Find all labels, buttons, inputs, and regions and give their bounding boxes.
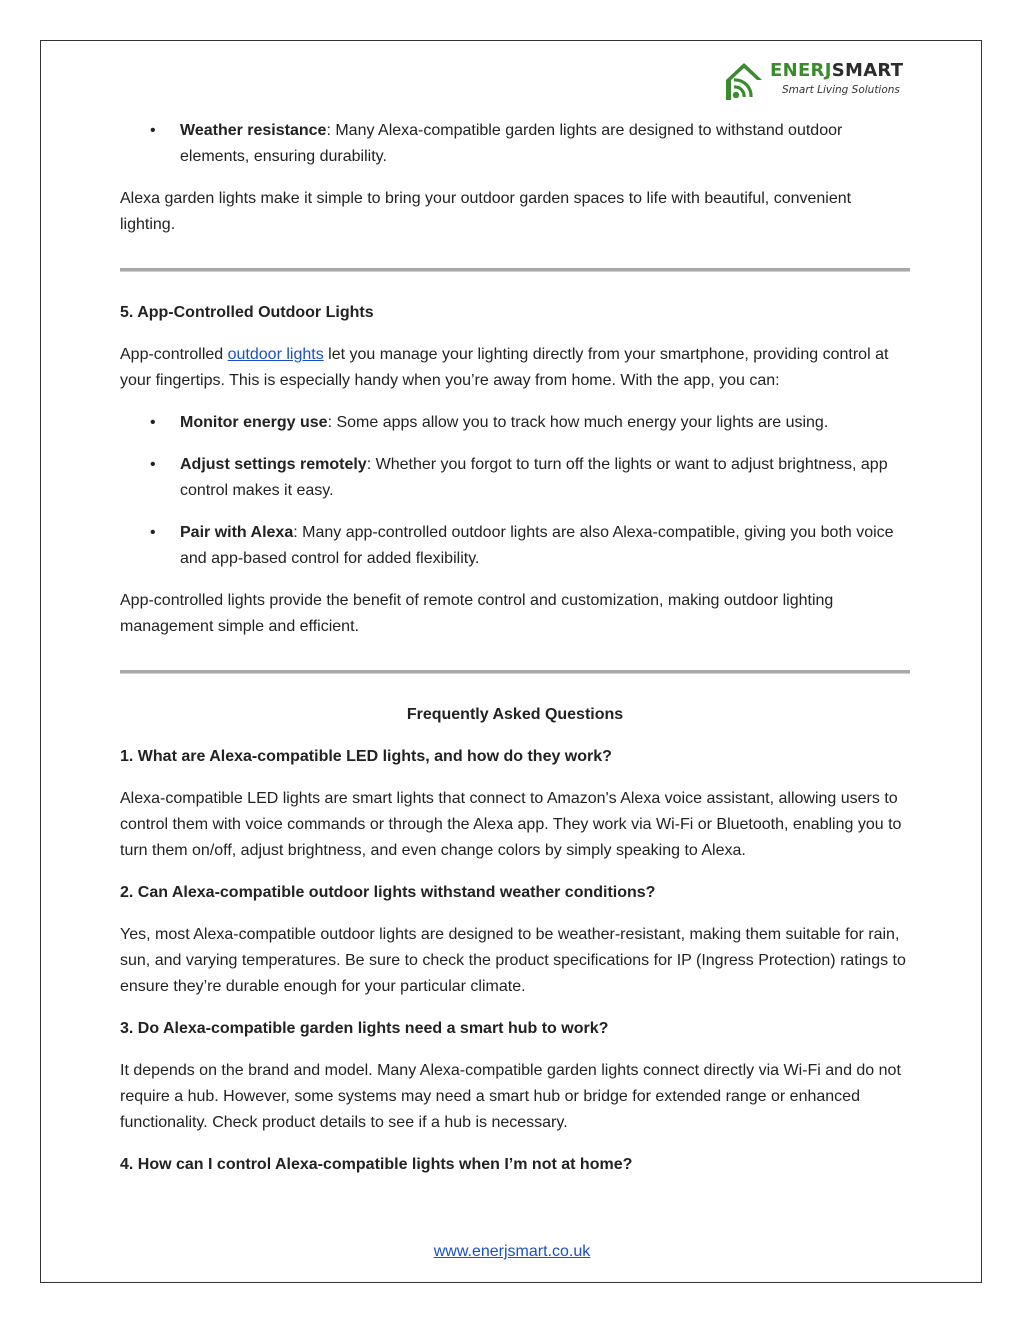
faq-answer: Alexa-compatible LED lights are smart lights that connect to Amazon's Alexa voice assistant, allowing users to control them with voice commands or through the Alexa app. They work via Wi-Fi or Bluetooth, enabling you to turn them on/off, adjust brightness, and even change colors by simply speaking to Alexa. (120, 790, 902, 859)
document-body (120, 118, 910, 1194)
bullet-text: : Some apps allow you to track how much energy your lights are using. (327, 414, 829, 431)
bullet-term: Monitor energy use (180, 414, 328, 431)
outdoor-lights-link[interactable]: outdoor lights (227, 346, 324, 363)
list-item (120, 118, 910, 170)
enerjsmart-logo (724, 60, 924, 102)
bullet-list-app (120, 410, 910, 572)
faq-question: 3. Do Alexa-compatible garden lights need a smart hub to work? (120, 1020, 609, 1037)
bullet-text: : Many app-controlled outdoor lights are also Alexa-compatible, giving you both voice and app-based control for added flexibility. (180, 524, 894, 567)
faq-title: Frequently Asked Questions (406, 706, 624, 723)
bullet-term: Weather resistance (180, 122, 327, 139)
faq-question: 4. How can I control Alexa-compatible lights when I’m not at home? (120, 1156, 633, 1173)
section-divider (120, 268, 910, 272)
faq-question: 2. Can Alexa-compatible outdoor lights withstand weather conditions? (120, 884, 656, 901)
bullet-list-top (120, 118, 910, 170)
bullet-text: : Many Alexa-compatible garden lights are designed to withstand outdoor elements, ensuring durability. (180, 122, 843, 165)
bullet-text: : Whether you forgot to turn off the lights or want to adjust brightness, app control makes it easy. (180, 456, 888, 499)
section-divider (120, 670, 910, 674)
wifi-house-icon (724, 60, 764, 102)
section-heading: 5. App-Controlled Outdoor Lights (120, 304, 374, 321)
paragraph-garden: Alexa garden lights make it simple to bring your outdoor garden spaces to life with beautiful, convenient lighting. (120, 190, 852, 233)
section-closing: App-controlled lights provide the benefit of remote control and customization, making outdoor lighting management simple and efficient. (120, 592, 834, 635)
list-item (120, 452, 910, 504)
faq-answer: Yes, most Alexa-compatible outdoor lights are designed to be weather-resistant, making them suitable for rain, sun, and varying temperatures. Be sure to check the product specifications for IP (Ingress Protection) ratings to ensure they’re durable enough for your particular climate. (120, 926, 906, 995)
section-intro: App-controlled outdoor lights let you manage your lighting directly from your smartphone, providing control at your fingertips. This is especially handy when you’re away from home. With the app, you can: (120, 346, 889, 389)
website-link[interactable]: www.enerjsmart.co.uk (433, 1243, 591, 1260)
page-footer (0, 1243, 1024, 1261)
bullet-term: Adjust settings remotely (180, 456, 367, 473)
brand-tagline: Smart Living Solutions (782, 84, 900, 96)
faq-answer: It depends on the brand and model. Many Alexa-compatible garden lights connect directly via Wi-Fi and do not require a hub. However, some systems may need a smart hub or bridge for extended range or enhanced functionality. Check product details to see if a hub is necessary. (120, 1062, 901, 1131)
brand-name: ENERJSMART (770, 60, 904, 81)
list-item (120, 520, 910, 572)
list-item (120, 410, 910, 436)
bullet-term: Pair with Alexa (180, 524, 294, 541)
faq-question: 1. What are Alexa-compatible LED lights, and how do they work? (120, 748, 612, 765)
